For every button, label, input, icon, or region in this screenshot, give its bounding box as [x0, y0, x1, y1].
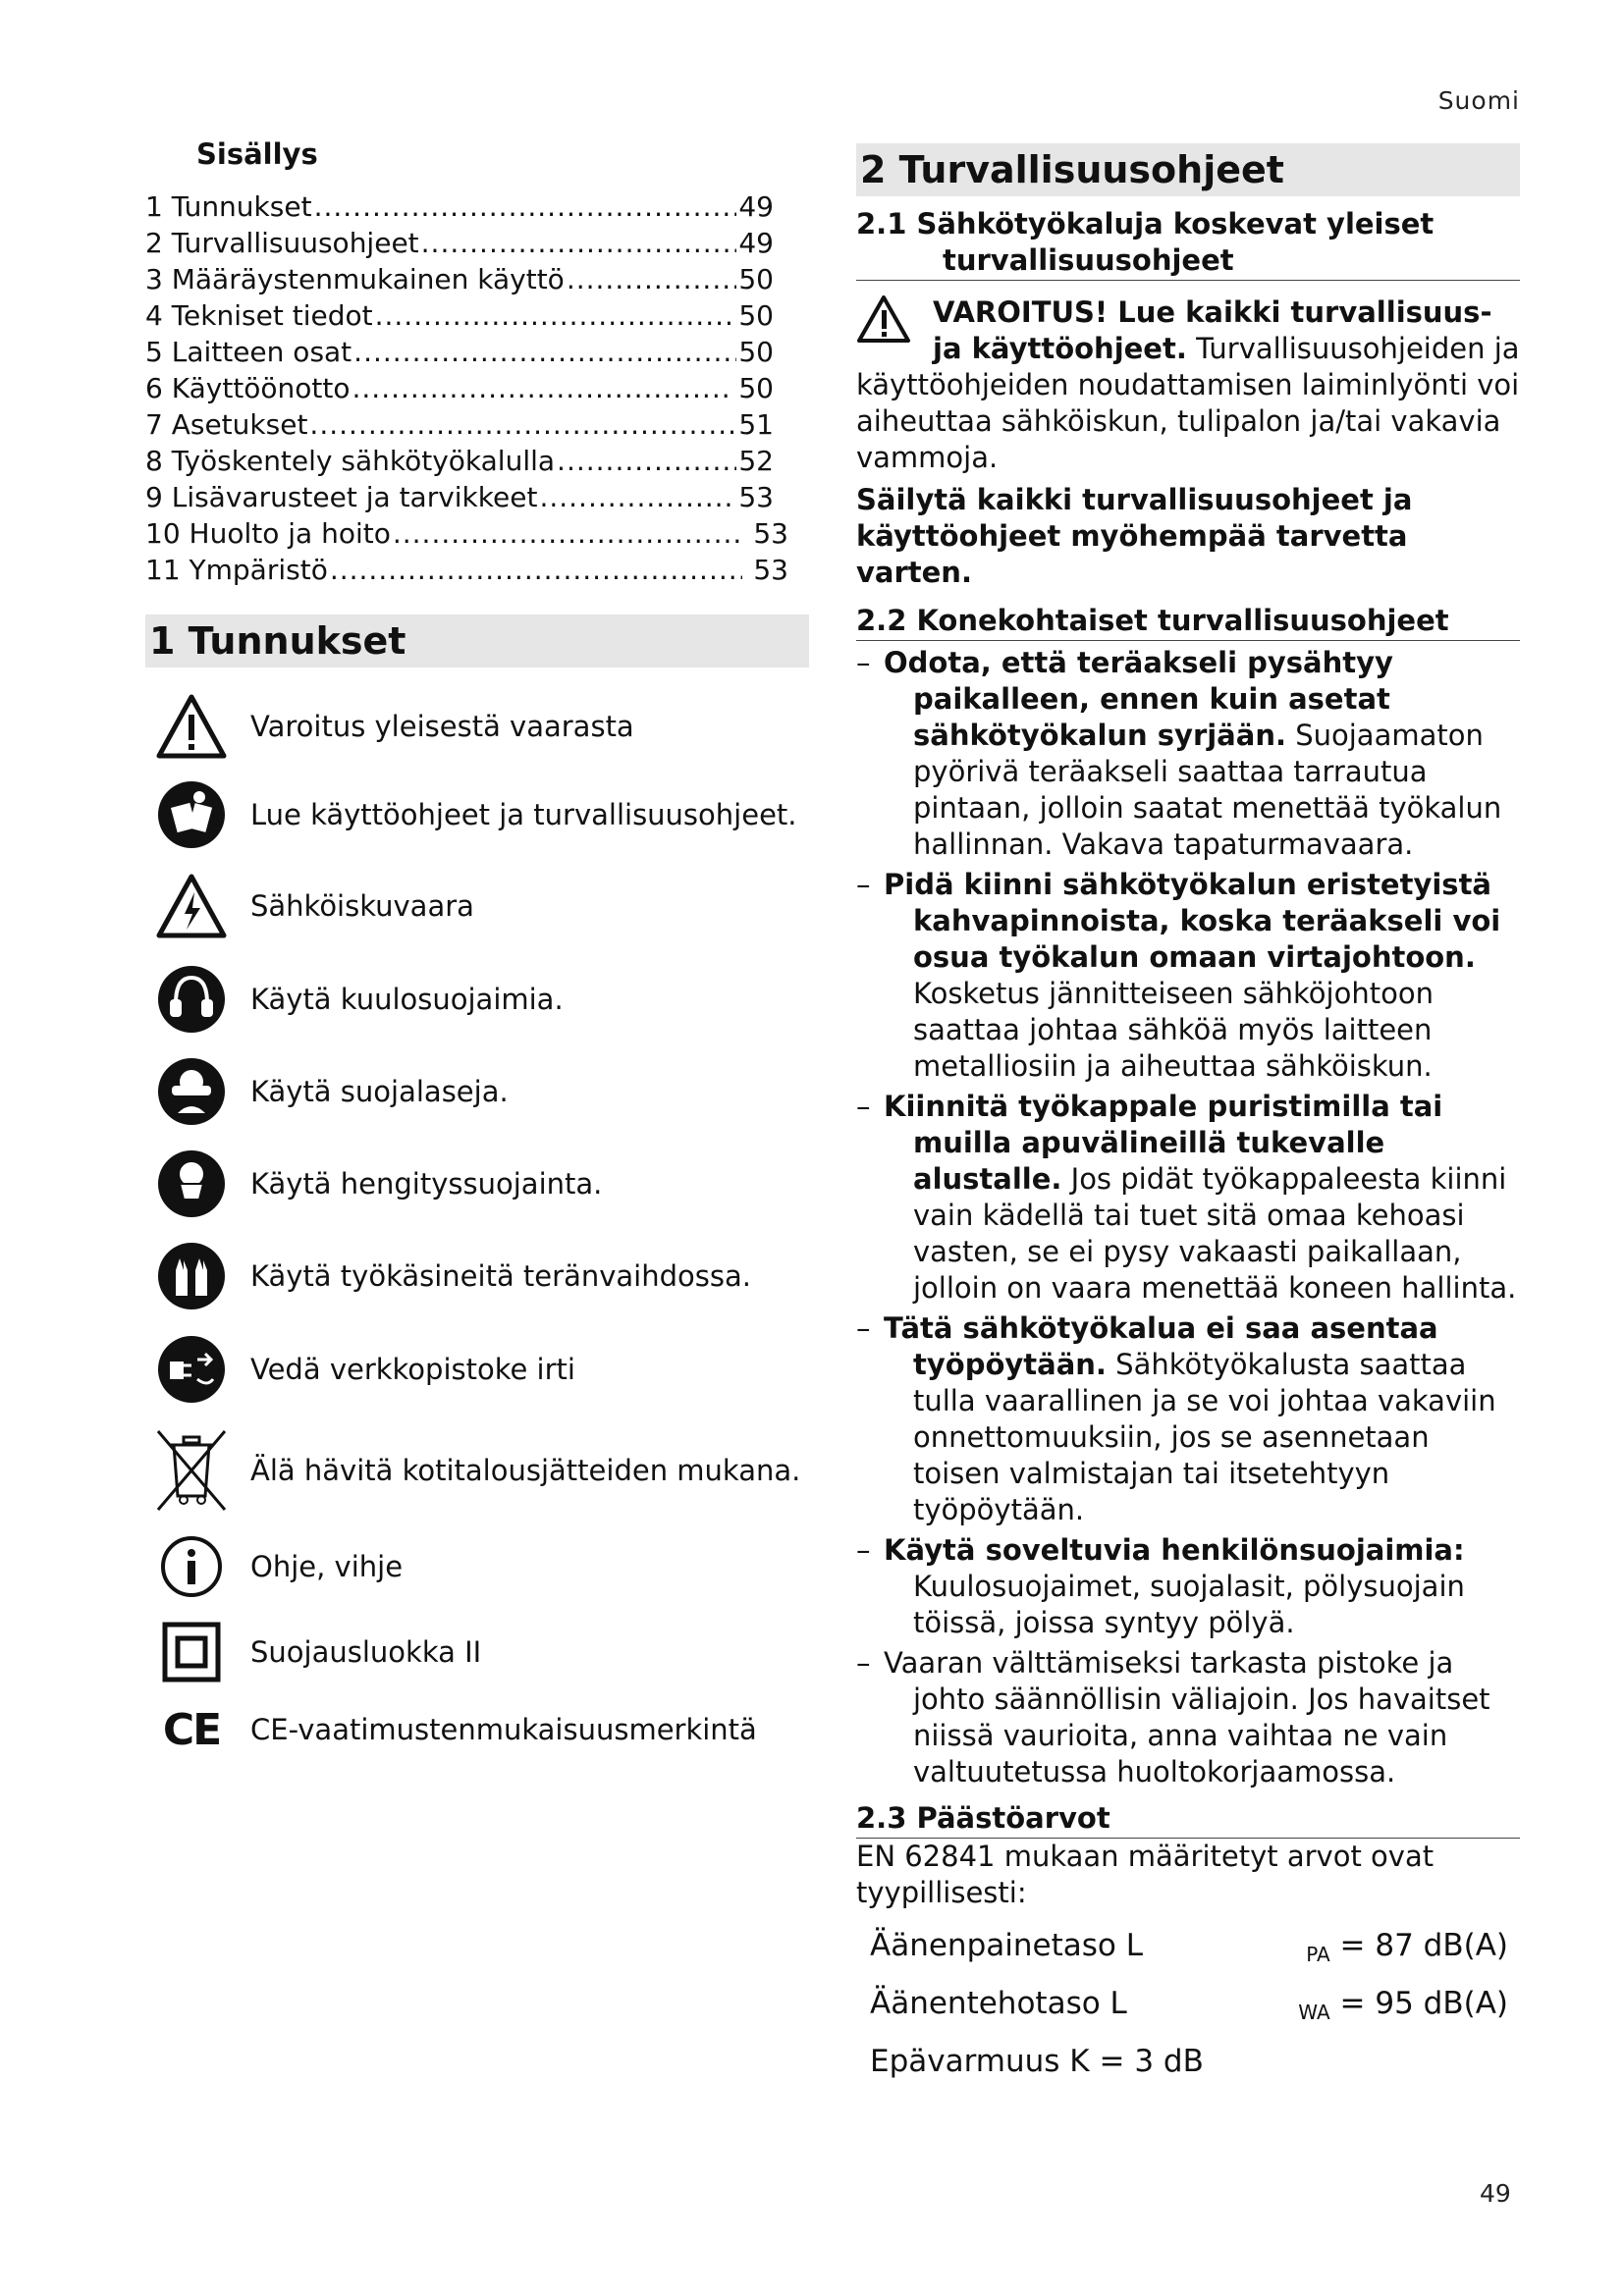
symbol-text: Älä hävitä kotitalousjätteiden mukana. — [250, 1454, 801, 1487]
symbol-text: Käytä hengityssuojainta. — [250, 1167, 603, 1201]
symbol-text: Lue käyttöohjeet ja turvallisuusohjeet. — [250, 798, 797, 831]
symbol-text: CE-vaatimustenmukaisuusmerkintä — [250, 1713, 757, 1746]
protection-class-2-icon — [152, 1613, 231, 1691]
symbol-text: Ohje, vihje — [250, 1550, 404, 1583]
list-item: – Odota, että teräakseli pysähtyy paikalleen, ennen kuin asetat sähkötyökalun syrjään. Suojaamaton pyörivä teräakseli saattaa tarrautua pintaan, jolloin saatat menettää työkalun hallinnan. Vakava tapaturmavaara. — [856, 646, 1502, 861]
list-item: – Käytä soveltuvia henkilönsuojaimia: Kuulosuojaimet, suojalasit, pölysuojain töissä, joissa syntyy pölyä. — [856, 1533, 1465, 1639]
list-item: – Kiinnitä työkappale puristimilla tai muilla apuvälineillä tukevalle alustalle. Jos pidät työkappaleesta kiinni vain kädellä tai tuet sitä omaa kehoasi vasten, se ei pysy vakaasti paikallaan, jolloin on vaara menettää koneen hallinta. — [856, 1090, 1517, 1305]
symbol-text: Sähköiskuvaara — [250, 889, 474, 923]
ce-mark-icon: CE — [162, 1704, 221, 1755]
symbol-row — [152, 960, 564, 1039]
toc-item[interactable]: 10 Huolto ja hoito ..... 53 — [145, 515, 788, 552]
toc-item[interactable]: 6 Käyttöönotto ..... 50 — [145, 370, 774, 406]
warning-paragraph: VAROITUS! Lue kaikki turvallisuus- ja käyttöohjeet. Turvallisuusohjeiden ja käyttöohjeiden noudattamisen laiminlyönti voi aiheuttaa sähköiskun, tulipalon ja/tai vakavia vammoja. — [856, 295, 1520, 474]
symbol-row — [152, 1690, 757, 1769]
symbol-row — [152, 1330, 575, 1409]
read-manual-icon — [152, 775, 231, 854]
symbol-row — [152, 775, 797, 854]
emission-intro: EN 62841 mukaan määritetyt arvot ovat tyypillisesti: — [856, 1840, 1435, 1909]
symbol-text: Käytä suojalaseja. — [250, 1075, 509, 1108]
toc-item[interactable]: 8 Työskentely sähkötyökalulla ..... 52 — [145, 443, 774, 479]
ear-protection-icon — [152, 960, 231, 1039]
unplug-icon — [152, 1330, 231, 1409]
symbol-text: Käytä työkäsineitä teränvaihdossa. — [250, 1259, 751, 1293]
info-icon — [152, 1527, 231, 1606]
subsection-2-3-heading: 2.3 Päästöarvot — [856, 1800, 1520, 1839]
toc-item[interactable]: 3 Määräystenmukainen käyttö ..... 50 — [145, 261, 774, 297]
subsection-2-2-heading: 2.2 Konekohtaiset turvallisuusohjeet — [856, 603, 1520, 641]
symbol-row — [152, 1613, 482, 1691]
safety-instructions — [856, 143, 1520, 2080]
section-2-heading: 2 Turvallisuusohjeet — [856, 143, 1520, 196]
safety-glasses-icon — [152, 1052, 231, 1131]
warning-triangle-icon — [856, 294, 911, 352]
symbol-row — [152, 687, 634, 766]
electric-shock-icon — [152, 867, 231, 945]
section-1-heading: 1 Tunnukset — [145, 614, 809, 667]
toc-item[interactable]: 11 Ympäristö ..... 53 — [145, 552, 788, 588]
toc-title: Sisällys — [196, 137, 318, 171]
keep-instructions-note: Säilytä kaikki turvallisuusohjeet ja käyttöohjeet myöhempää tarvetta varten. — [856, 483, 1413, 589]
symbol-text: Vedä verkkopistoke irti — [250, 1353, 575, 1386]
warning-triangle-icon — [152, 687, 231, 766]
list-item: – Tätä sähkötyökalua ei saa asentaa työpöytään. Sähkötyökalusta saattaa tulla vaarallinen ja se voi johtaa vakaviin onnettomuuksiin, jos se asennetaan toisen valmistajan tai itsetehtyyn työpöytään. — [856, 1311, 1496, 1526]
weee-bin-icon — [152, 1431, 231, 1510]
symbol-text: Varoitus yleisestä vaarasta — [250, 710, 634, 743]
toc-item[interactable]: 1 Tunnukset ..... 49 — [145, 188, 774, 225]
uncertainty-row: Epävarmuus K = 3 dB — [870, 2044, 1204, 2079]
toc-item[interactable]: 5 Laitteen osat ..... 50 — [145, 334, 774, 370]
list-item: – Vaaran välttämiseksi tarkasta pistoke ja johto säännöllisin väliajoin. Jos havaitset niissä vaurioita, anna vaihtaa ne vain valtuutetussa huoltokorjaamossa. — [856, 1646, 1490, 1789]
language-label: Suomi — [1437, 86, 1520, 115]
symbol-row — [152, 1237, 751, 1315]
toc-item[interactable]: 7 Asetukset ..... 51 — [145, 406, 774, 443]
page-number: 49 — [1480, 2179, 1511, 2208]
emission-values — [856, 1927, 1520, 2080]
toc-item[interactable]: 2 Turvallisuusohjeet ..... 49 — [145, 225, 774, 261]
emission-row: Äänentehotaso L $_{WA}$ = 95 dB(A) — [870, 1986, 1508, 2024]
subsection-2-1-heading: 2.1 Sähkötyökaluja koskevat yleiset turvallisuusohjeet — [856, 206, 1520, 281]
emission-row: Äänenpainetaso L $_{PA}$ = 87 dB(A) — [870, 1928, 1508, 1966]
symbol-row — [152, 867, 474, 945]
list-item: – Pidä kiinni sähkötyökalun eristetyistä kahvapinnoista, koska teräakseli voi osua työkalun omaan virtajohtoon. Kosketus jännitteiseen sähköjohtoon saattaa johtaa sähköä myös laitteen metalliosiin ja aiheuttaa sähköiskun. — [856, 868, 1501, 1083]
symbol-text: Käytä kuulosuojaimia. — [250, 983, 564, 1016]
symbol-row — [152, 1527, 404, 1606]
gloves-icon — [152, 1237, 231, 1315]
table-of-contents — [145, 137, 803, 588]
symbol-row — [152, 1052, 509, 1131]
respirator-icon — [152, 1145, 231, 1223]
toc-item[interactable]: 4 Tekniset tiedot ..... 50 — [145, 297, 774, 334]
symbol-row — [152, 1145, 603, 1223]
toc-item[interactable]: 9 Lisävarusteet ja tarvikkeet ..... 53 — [145, 479, 774, 515]
symbol-row — [152, 1431, 801, 1510]
symbol-text: Suojausluokka II — [250, 1635, 482, 1669]
